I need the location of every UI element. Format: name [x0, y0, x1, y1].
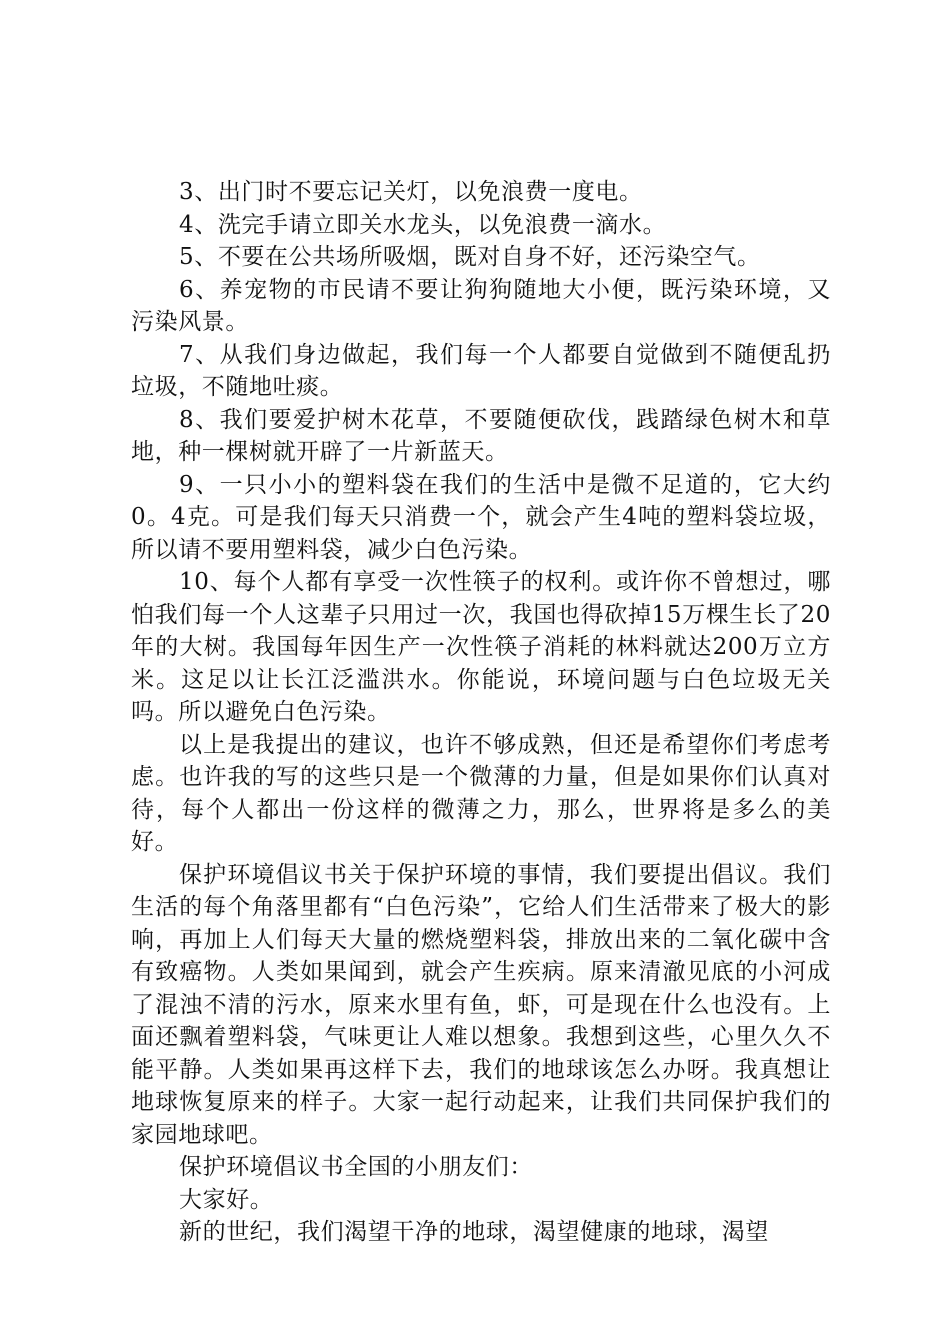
- paragraph-conclusion: 以上是我提出的建议，也许不够成熟，但还是希望你们考虑考虑。也许我的写的这些只是一个微薄的力量，但是如果你们认真对待，每个人都出一份这样的微薄之力，那么，世界将是多么的美好。: [131, 731, 831, 855]
- paragraph-item-5: 5、不要在公共场所吸烟，既对自身不好，还污染空气。: [179, 244, 761, 270]
- paragraph-proposal: 保护环境倡议书关于保护环境的事情，我们要提出倡议。我们生活的每个角落里都有“白色污染”，它给人们生活带来了极大的影响，再加上人们每天大量的燃烧塑料袋，排放出来的二氧化碳中含有致癌物。人类如果闻到，就会产生疾病。原来清澈见底的小河成了混浊不清的污水，原来水里有鱼，虾，可是现在什么也没有。上面还飘着塑料袋，气味更让人难以想象。我想到这些，心里久久不能平静。人类如果再这样下去，我们的地球该怎么办呀。我真想让地球恢复原来的样子。大家一起行动起来，让我们共同保护我们的家园地球吧。: [131, 861, 831, 1148]
- document-body: [131, 176, 831, 1249]
- paragraph-salutation: 保护环境倡议书全国的小朋友们：: [179, 1154, 533, 1180]
- paragraph-item-7: 7、从我们身边做起，我们每一个人都要自觉做到不随便乱扔垃圾，不随地吐痰。: [131, 341, 831, 400]
- paragraph-item-9: 9、一只小小的塑料袋在我们的生活中是微不足道的，它大约0。4克。可是我们每天只消费一个，就会产生4吨的塑料袋垃圾，所以请不要用塑料袋，减少白色污染。: [131, 471, 831, 563]
- paragraph-item-4: 4、洗完手请立即关水龙头，以免浪费一滴水。: [179, 211, 667, 238]
- paragraph-greeting: 大家好。: [179, 1186, 274, 1213]
- paragraph-item-10: 10、每个人都有享受一次性筷子的权利。或许你不曾想过，哪怕我们每一个人这辈子只用过一次，我国也得砍掉15万棵生长了20年的大树。我国每年因生产一次性筷子消耗的林料就达200万立方米。这足以让长江泛滥洪水。你能说，环境问题与白色垃圾无关吗。所以避免白色污染。: [131, 569, 831, 725]
- paragraph-item-3: 3、出门时不要忘记关灯，以免浪费一度电。: [179, 179, 643, 205]
- paragraph-opening: 新的世纪，我们渴望干净的地球，渴望健康的地球，渴望: [179, 1219, 769, 1245]
- paragraph-item-6: 6、养宠物的市民请不要让狗狗随地大小便，既污染环境，又污染风景。: [131, 276, 831, 335]
- paragraph-item-8: 8、我们要爱护树木花草，不要随便砍伐，践踏绿色树木和草地，种一棵树就开辟了一片新蓝天。: [131, 406, 831, 465]
